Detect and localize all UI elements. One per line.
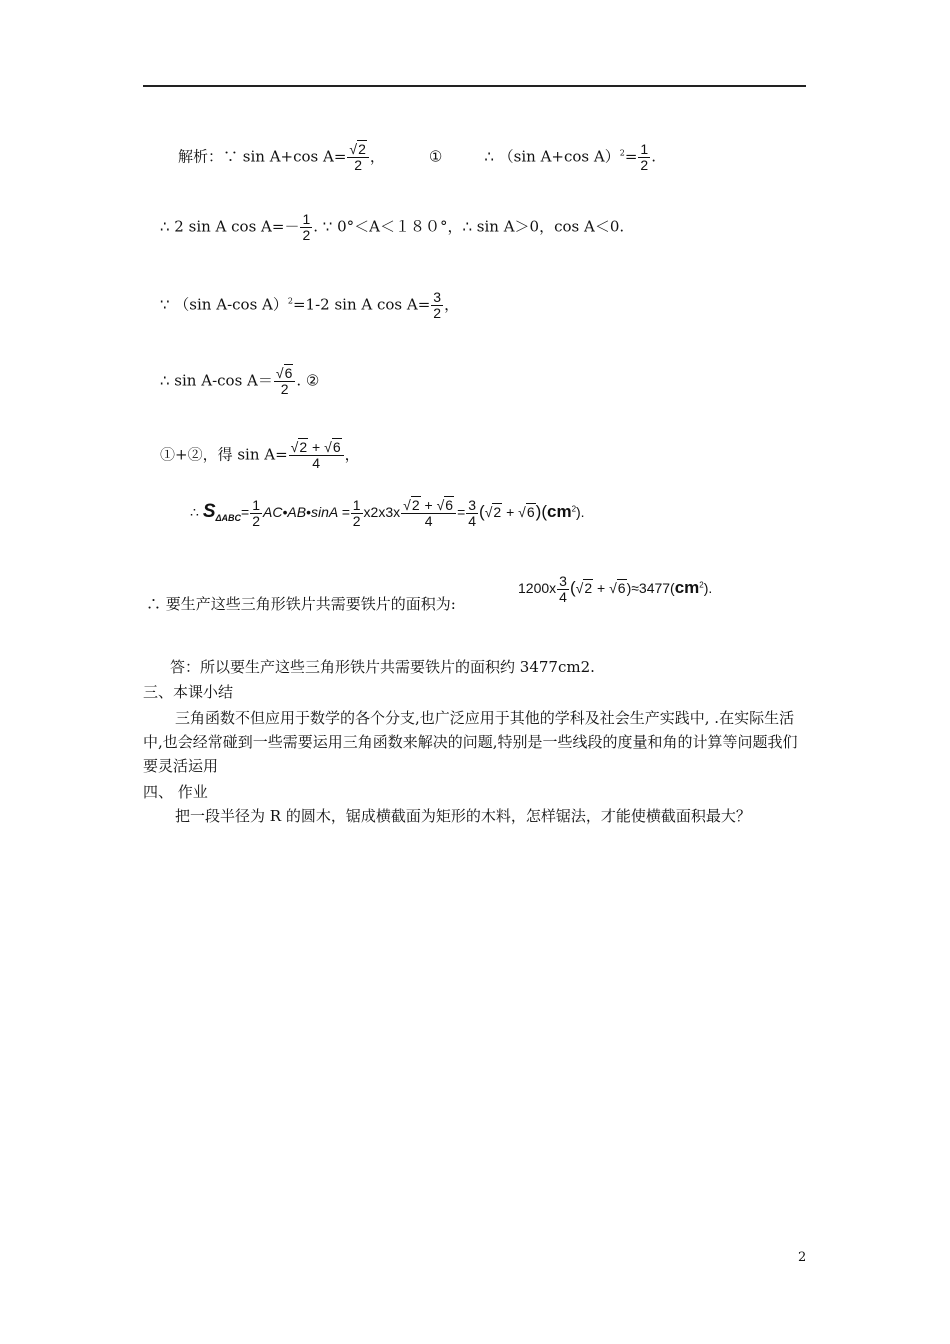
text: ①+②，得 sin A=: [160, 445, 288, 464]
text: 解析：∵ sin A+cos A=: [178, 147, 347, 166]
section-3-title: 三、本课小结: [143, 683, 234, 701]
area-subscript: ΔABC: [215, 513, 242, 524]
header-rule: [143, 85, 806, 87]
text: ∴ 2 sin A cos A=－: [160, 217, 300, 236]
page-number: 2: [798, 1250, 807, 1265]
therefore-symbol: ∴: [190, 504, 199, 521]
text: ∴ （sin A+cos A）: [484, 147, 620, 166]
answer-line: 答：所以要生产这些三角形铁片共需要铁片的面积约 3477cm2.: [170, 658, 595, 676]
text: ，: [369, 147, 385, 166]
section-4-title: 四、 作业: [143, 783, 208, 801]
text: ∵ （sin A-cos A）: [160, 295, 288, 314]
superscript: 2: [287, 296, 293, 306]
text: =1-2 sin A cos A=: [292, 295, 431, 314]
text: .: [651, 147, 656, 166]
section-3-body: 三角函数不但应用于数学的各个分支,也广泛应用于其他的学科及社会生产实践中, .在实际生活中,也会经常碰到一些需要运用三角函数来解决的问题,特别是一些线段的度量和角的计算等问题我们要灵活运用: [143, 709, 798, 775]
text: AC•AB•sinA =: [263, 504, 350, 521]
solution-line-1: [178, 142, 656, 173]
area-equation: ∴ $S_{\Delta ABC}=$ $\frac{1}{2}$ AC•AB•sinA = $\frac{1}{2}$ x2x3x $\frac{√2 + √6}{4}$ = $\frac{3}{4}$ $(√2 + √6)(cm^2)$.: [190, 497, 585, 529]
total-label: ∴ 要生产这些三角形铁片共需要铁片的面积为:: [146, 595, 456, 613]
solution-line-3: [160, 290, 459, 321]
text: . ②: [296, 371, 320, 390]
text: =: [624, 147, 638, 166]
area-symbol: S: [202, 501, 216, 523]
fraction-sqrt2-over-2: $\frac{√2}{2}$: [347, 142, 368, 173]
total-equation: 1200x $\frac{3}{4}$ $(√2 + √6)\approx 3477(cm^2)$.: [518, 573, 713, 605]
solution-line-4: [160, 366, 319, 397]
text: ，: [444, 295, 460, 314]
label-1: ①: [428, 147, 443, 166]
solution-line-2: [160, 212, 624, 243]
fraction-1-over-2: $\frac{1}{2}$: [302, 211, 311, 243]
text: ，: [344, 445, 360, 464]
text: ∴ sin A-cos A＝: [160, 371, 273, 390]
fraction-1-over-2: $\frac{1}{2}$: [640, 141, 649, 173]
fraction-sqrt6-over-2: $\frac{√6}{2}$: [274, 366, 295, 397]
fraction-3-over-2: $\frac{3}{2}$: [433, 289, 442, 321]
solution-line-5: [160, 440, 360, 471]
fraction-sqrt2-plus-sqrt6-over-4: $\frac{√2 + √6}{4}$: [289, 440, 344, 471]
text: . ∵ 0°＜A＜１８０°，∴ sin A＞0，cos A＜0.: [313, 217, 625, 236]
superscript: 2: [619, 148, 625, 158]
section-4-body: 把一段半径为 R 的圆木，锯成横截面为矩形的木料，怎样锯法，才能使横截面积最大？: [175, 807, 751, 825]
